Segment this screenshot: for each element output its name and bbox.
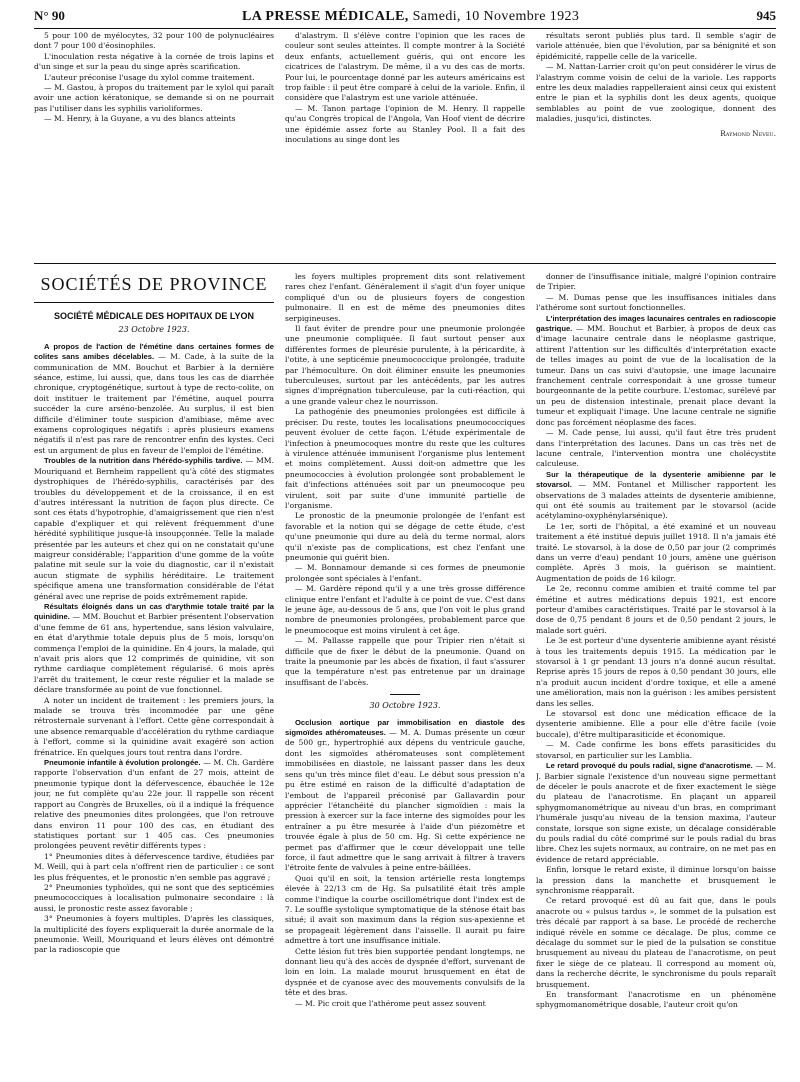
article-text: — M. Cade, à la suite de la communication de MM. Bouchut et Barbier à la dernière séance, estime, lui aussi, que, dans tous les cas de diarrhée chronique, cryptogénétique, surtout à type de recto-colite, on doit instituer le traitement par l'émétine, auquel pourra succéder la cure arséno-benzolée. Au surplus, il est bien difficile d'éliminer toute suspicion d'amibiase, même avec examens coprologiques négatifs : après plusieurs examens négatifs il n'est pas rare de rencontrer enfin des kystes. Ceci est un argument de plus en faveur de l'emploi de l'émétine. — [34, 352, 274, 455]
article-text: — MM. Bouchut et Barbier, à propos de deux cas d'image lacunaire centrale dans le néoplasme gastrique, attirent l'attention sur les difficultés d'interprétation exacte de telles images au point de vue de la localisation de la tumeur. Dans un cas suivi d'autopsie, une image lacunaire franchement centrale correspondait à une grosse tumeur bourgeonnante de la petite courbure. L'estomac, surélevé par un peu de distension intestinale, prenait place devant la tumeur et expliquait l'image. Une lacune centrale ne signifie donc pas forcément néoplasme des faces. — [536, 324, 776, 427]
issue-number: N° 90 — [34, 8, 65, 23]
top-column-3 — [536, 31, 776, 259]
paragraph: les foyers multiples proprement dits sont relativement rares chez l'enfant. Généralement il s'agit d'un foyer unique compliqué d'un ou de plusieurs foyers de congestion pulmonaire. Il en est de même des pneumonies dites serpigineuses. — [285, 272, 525, 323]
bottom-column-2 — [285, 272, 525, 1074]
article-title: A propos de l'action de l'émétine dans certaines formes de colites sans amibes décelables. — [34, 341, 274, 362]
paragraph: Ce retard provoqué est dû au fait que, dans le pouls anacrote ou « pulsus tardus », le sommet de la pulsation est très décalé par rapport à sa base. Le procédé de recherche indiqué révèle en somme ce décalage. De plus, comme ce décalage du sommet sur le pied de la pulsation se constitue brusquement au niveau du plateau de l'anacrotisme, on peut fixer le siège de ce plateau. Il correspond au moment où, dans la recherche décrite, le synchronisme du pouls reparaît brusquement. — [536, 896, 776, 989]
societes-section — [34, 272, 776, 1074]
paragraph: Quoi qu'il en soit, la tension artérielle resta longtemps élevée à 22/13 cm de Hg. Sa pulsatilité était très ample comme l'indique la courbe oscillométrique dont l'index est de 7. Le souffle systolique symptomatique de la sténose était bas situé; il avait son maximum dans la région sus-apexienne et se propageait légèrement dans l'aisselle. Il aurait pu faire admettre à tort une insuffisance initiale. — [285, 873, 525, 946]
article-title: Pneumonie infantile à évolution prolongée. — [44, 758, 201, 768]
paragraph: — M. Tanon partage l'opinion de M. Henry. Il rappelle qu'au Congrès tropical de l'Angola, Van Hoof vient de décrire une épidémie assez forte au Stanley Pool. Il a fait des inoculations au singe dont les — [285, 103, 525, 145]
paragraph: Cette lésion fut très bien supportée pendant longtemps, ne donnant lieu qu'à des accès de dyspnée d'effort, survenant de loin en loin. La malade mourut brusquement en état de dyspnée et de cyanose avec des mouvements convulsifs de la tête et des bras. — [285, 946, 525, 998]
article-text: — MM. Fontanel et Millischer rapportent les observations de 3 malades atteints de dysenterie amibienne, qui ont été soumis au traitement par le stovarsol (acide acétylamino-oxyphénylarsénique). — [536, 480, 776, 521]
paragraph: 5 pour 100 de myélocytes, 32 pour 100 de polynucléaires dont 7 pour 100 d'éosinophiles. — [34, 31, 274, 51]
paragraph: L'auteur préconise l'usage du xylol comme traitement. — [44, 72, 255, 82]
session-date: 23 Octobre 1923. — [118, 325, 190, 335]
list-item: 1° Pneumonies dites à défervescence tardive, étudiées par M. Weill, qui à part cela n'offrent rien de particulier : ce sont les plus fréquentes, et le pronostic n'en semble pas aggravé ; — [34, 851, 274, 882]
paragraph: — M. Bonnamour demande si ces formes de pneumonie prolongée sont spéciales à l'enfant. — [285, 563, 525, 583]
paragraph: — M. Dumas pense que les insuffisances initiales dans l'athérome sont surtout fonctionnelles. — [536, 292, 776, 313]
article-title: Occlusion aortique par immobilisation en diastole des sigmoïdes athéromateuses. — [285, 717, 525, 738]
session-date: 30 Octobre 1923. — [369, 701, 441, 711]
list-item: 2° Pneumonies typhoïdes, qui ne sont que des septicémies pneumococciques à localisation pulmonaire secondaire : là aussi, le pronostic reste assez favorable ; — [34, 882, 274, 913]
article-text: — M. A. Dumas présente un cœur de 500 gr., hypertrophié aux dépens du ventricule gauche, dont les sigmoïdes athéromateuses sont complètement immobilisées en diastole, ne laissant passer dans les deux sens qu'un très mince filet d'eau. Le début sous pression n'a pu être estimé en raison de la difficulté d'adaptation de l'embout de l'appareil préconisé par Gallavardin pour apprécier l'étanchéité du plancher sigmoïdien : mais la pression à exercer sur la face interne des sigmoïdes pour les entraîner a pu être mesurée à l'aide d'un piézomètre et trouvée égale à plus de 50 cm. Hg. Si cette expérience ne permet pas d'affirmer que le cœur développait une telle force, il faut admettre que le sang arrivait à filtrer à travers l'étroite fente de valvules à peine entre-bâillées. — [285, 728, 525, 873]
top-column-1 — [34, 31, 274, 259]
paragraph: — M. Cade confirme les bons effets parasiticides du stovarsol, en particulier sur les Lamblia. — [536, 740, 776, 760]
paragraph: Il faut éviter de prendre pour une pneumonie prolongée une pneumonie compliquée. Il faut surtout penser aux différentes formes de pleurésie purulente, à la péricardite, à l'otite, à une septicémie pneumococcique prolongée, traduite par l'hémoculture. On doit éliminer ensuite les pneumonies tuberculeuses, surtout par les antécédents, par les autres signes d'imprégnation tuberculeuse, par la cuti-réaction, qui a une grande valeur chez le nourrisson. — [285, 324, 525, 406]
paragraph: — M. Pallasse rappelle que pour Tripier rien n'était si difficile que de fixer le début de la pneumonie. Quand on traite la pneumonie par les abcès de fixation, il faut s'assurer que la température n'est pas entretenue par un drainage insuffisant de l'abcès. — [285, 636, 525, 687]
bottom-column-3 — [536, 272, 776, 1074]
top-column-2 — [285, 31, 525, 259]
paragraph: A noter un incident de traitement : les premiers jours, la malade se trouva très incommodée par une gêne rétrosternale survenant à l'effort. Cette gêne correspondait à une absence remarquable d'accélération du rythme cardiaque à l'effort, comme si la quinidine avait exagéré son action frénatrice. En quelques jours tout rentra dans l'ordre. — [34, 695, 274, 757]
section-title: SOCIÉTÉS DE PROVINCE — [34, 272, 274, 303]
article-title: Troubles de la nutrition dans l'hérédo-syphilis tardive. — [44, 456, 243, 466]
paragraph: Le pronostic de la pneumonie prolongée de l'enfant est favorable et la notion qui se dégage de cette étude, c'est qu'une pneumonie qui dure au delà du terme normal, alors qu'il n'existe pas de complications, est chez l'enfant une pneumonie qui guérit bien. — [285, 511, 525, 562]
article-title: Le retard provoqué du pouls radial, signe d'anacrotisme. — [546, 761, 753, 771]
list-item: 3° Pneumonies à foyers multiples. D'après les classiques, la multiplicité des foyers expliquerait la durée anormale de la pneumonie. Weill, Mouriquand et leurs élèves ont démontré par la radioscopie que — [34, 914, 274, 955]
paragraph: — M. Cade pense, lui aussi, qu'il faut être très prudent dans l'interprétation des lacunes. Dans un cas très net de lacune centrale, l'intervention montra une cholécystite calculeuse. — [536, 428, 776, 469]
paragraph: — M. Pic croit que l'athérome peut assez souvent — [295, 998, 486, 1008]
journal-title — [242, 9, 579, 25]
issue-date: Samedi, 10 Novembre 1923 — [412, 9, 580, 24]
paragraph: Le stovarsol est donc une médication efficace de la dysenterie amibienne. Elle a pour elle d'être facile (voie buccale), d'être multiparasiticide et économique. — [536, 709, 776, 739]
paragraph: donner de l'insuffisance initiale, malgré l'opinion contraire de Tripier. — [536, 272, 776, 292]
article-text: — M. Ch. Gardère rapporte l'observation d'un enfant de 27 mois, atteint de pneumonie typique dont la défervescence, ébauchée le 12e jour, ne fut complète qu'au 22e jour. Il rappelle son récent rapport au Congrès de Bruxelles, où il a indiqué la fréquence relative des pneumonies dites prolongées, que l'on retrouve dans environ 11 pour 100 des cas, en étudiant des statistiques portant sur 1 405 cas. Ces pneumonies prolongées peuvent revêtir différents types : — [34, 758, 274, 851]
article-text: — M. J. Barbier signale l'existence d'un nouveau signe permettant de déceler le pouls anacrote et de fixer exactement le siège du plateau de l'anacrotisme. En plaçant un appareil sphygmomanométrique au niveau d'un bras, en comprimant l'humérale jusqu'au niveau de la tension maxima, l'auteur constate, lorsque son signe existe, un décalage considérable du pouls radial du côté comprimé sur le pouls radial du bras libre. Chez les sujets normaux, au contraire, on ne met pas en évidence de retard appréciable. — [536, 761, 776, 864]
article-text: — MM. Mouriquand et Bernheim rappellent qu'à côté des stigmates dystrophiques de l'hérédo-syphilis, caractérisés par des troubles du développement et de la croissance, il en est d'autres intéressant la nutrition de façon plus directe. Ce sont ces états d'hypotrophie, d'amaigrissement que rien n'est capable d'expliquer et qui relèvent fréquemment d'une hérédité syphilitique jusque-là insoupçonnée. Telle la malade présentée par les auteurs et chez qui on ne constatait qu'une maigreur considérable; l'apparition d'une gomme de la voûte palatine mit seule sur la voie du diagnostic, car il n'existait aucun stigmate de syphilis héréditaire. Le traitement spécifique amena une transformation considérable de l'état général avec une reprise de poids extrêmement rapide. — [34, 456, 274, 601]
paragraph: — M. Henry, à la Guyane, a vu des blancs atteints — [44, 114, 236, 124]
list-item: Le 1er, sorti de l'hôpital, a été examiné et un nouveau traitement a été institué depuis juillet 1918. Il n'a jamais été traité. Le stovarsol, à la dose de 0,50 par jour (2 comprimés dans un verre d'eau) pendant 10 jours, amène une guérison complète. Après 3 mois, la guérison se maintient. Augmentation de poids de 16 kilogr. — [536, 521, 776, 583]
paragraph: — M. Gastou, à propos du traitement par le xylol qui paraît avoir une action kératonique, se demande si on ne pourrait pas l'utiliser dans les syphilis varioliformes. — [34, 83, 274, 113]
paragraph: La pathogénie des pneumonies prolongées est difficile à préciser. Du reste, toutes les localisations pneumococciques peuvent évoluer de cette façon. L'étude expérimentale de l'infection à pneumocoques montre du reste que les cultures à virulence atténuée immunisent l'organisme plus lentement et moins complètement. Aussi doit-on admettre que les pneumococcies à évolution prolongée sont probablement le fait d'infections atténuées soit par un pneumocoque peu virulent, soit par suite d'une immunité partielle de l'organisme. — [285, 407, 525, 510]
article-title: Sur la thérapeutique de la dysenterie amibienne par le stovarsol. — [536, 469, 776, 490]
paragraph: Enfin, lorsque le retard existe, il diminue lorsqu'on baisse la pression dans la manchette et brusquement le synchronisme réapparaît. — [536, 865, 776, 895]
society-name: SOCIÉTÉ MÉDICALE DES HOPITAUX DE LYON — [53, 311, 255, 321]
paragraph: résultats seront publiés plus tard. Il semble s'agir de variole atténuée, bien que l'évolution, par sa bénignité et son épidémicité, rappelle celle de la varicelle. — [536, 31, 776, 61]
paragraph: — M. Gardère répond qu'il y a une très grosse différence clinique entre l'enfant et l'adulte à ce point de vue. C'est dans le jeune âge, au-dessous de 5 ans, que l'on voit le plus grand nombre de pneumonies prolongées, probablement parce que le pneumocoque est moins virulent à cet âge. — [285, 584, 525, 635]
page-number: 945 — [756, 8, 776, 23]
list-item: Le 3e est porteur d'une dysenterie amibienne ayant résisté à tous les traitements depuis 1915. La médication par le stovarsol à 1 gr pendant 13 jours n'a donné aucun résultat. Reprise après 15 jours de repos à 0,50 pendant 30 jours, elle n'a produit aucun incident d'ordre toxique, et elle a amené une amélioration, mais non la guérison : les amibes persistent dans les selles. — [536, 636, 776, 708]
list-item: Le 2e, reconnu comme amibien et traité comme tel par émétine et autres médications depuis 1921, est encore porteur d'amibes caractéristiques. Traité par le stovarsol à la dose de 0,75 pendant 8 jours et de 0,50 pendant 2 jours, le malade sort guéri. — [536, 584, 776, 635]
newspaper-page — [34, 8, 776, 1074]
article-text: — MM. Bouchut et Barbier présentent l'observation d'une femme de 61 ans, hypertendue, sans lésion valvulaire, en état d'arythmie totale depuis plus de 5 mois, lorsqu'on commença l'emploi de la quinidine. En 4 jours, la malade, qui n'avait pris alors que 12 comprimés de quinidine, vit son rythme cardiaque complètement régularisé. 6 mois après l'arrêt du traitement, le cœur reste régulier et la malade se déclare transformée au point de vue fonctionnel. — [34, 612, 274, 695]
article-title: L'interprétation des images lacunaires centrales en radioscopie gastrique. — [536, 313, 776, 334]
masthead — [34, 8, 776, 29]
journal-name: LA PRESSE MÉDICALE, — [242, 9, 409, 24]
paragraph: L'inoculation resta négative à la cornée de trois lapins et d'un singe et sur la peau du singe après scarification. — [34, 51, 274, 72]
top-section — [34, 31, 776, 264]
bottom-column-1 — [34, 272, 274, 1074]
author-signature: Raymond Neveu. — [720, 128, 776, 138]
paragraph: En transformant l'anacrotisme en un phénomène sphygmomanométrique dosable, l'auteur croit qu'on — [536, 990, 776, 1010]
paragraph: — M. Nattan-Larrier croit qu'on peut considérer le virus de l'alastrym comme voisin de celui de la variole. Les rapports entre les deux maladies rappelleraient ainsi ceux qui existent entre le pian et la syphilis dont les deux agents, quoique semblables au point de vue zoologique, donnent des maladies, jusqu'ici, distinctes. — [536, 62, 776, 124]
paragraph: d'alastrym. Il s'élève contre l'opinion que les races de couleur sont seules atteintes. Il compte montrer à la Société deux enfants, actuellement guéris, qui ont encore les cicatrices de l'alastrym. De même, il a vu des cas de morts. Pour lui, le pourcentage donné par les auteurs américains est trop faible : il peut être comparé à celui de la variole. Enfin, il considère que l'alastrym est une variole atténuée. — [285, 31, 525, 103]
divider — [390, 694, 420, 695]
article-title: Résultats éloignés dans un cas d'arythmie totale traité par la quinidine. — [34, 601, 274, 622]
